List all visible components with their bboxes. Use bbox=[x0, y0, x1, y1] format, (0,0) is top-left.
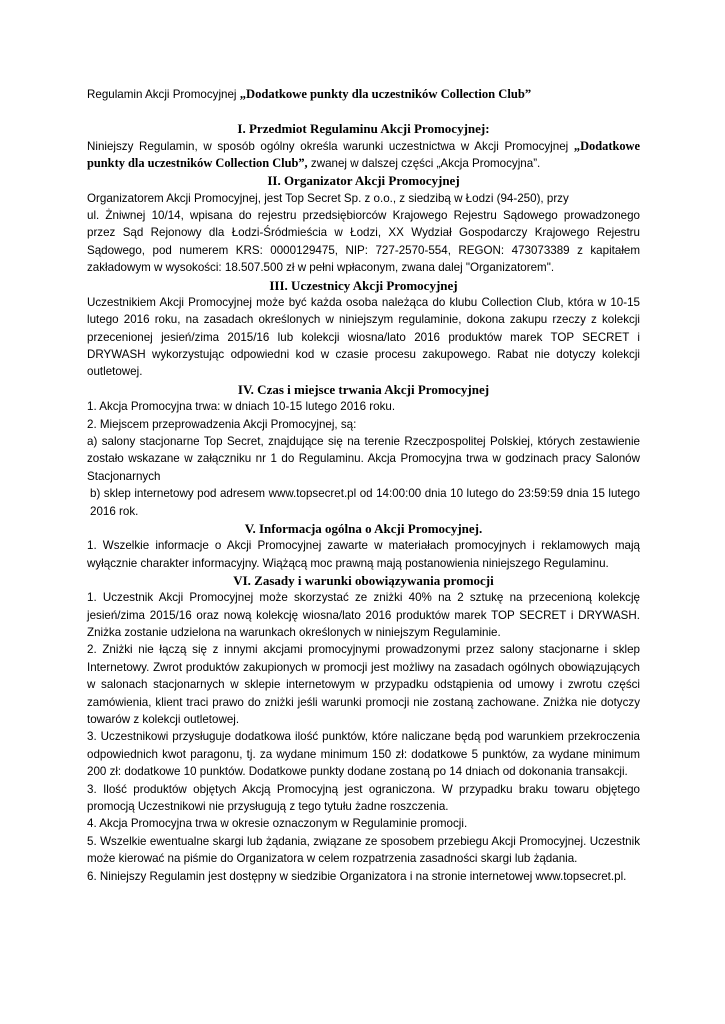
section-6-heading: VI. Zasady i warunki obowiązywania promocji bbox=[233, 572, 494, 588]
section-4-item-a: a) salony stacjonarne Top Secret, znajdujące się na terenie Rzeczpospolitej Polskiej, których zestawienie zostało wskazane w załączniku nr 1 do Regulaminu. Akcja Promocyjna trwa w godzinach pracy Salonów Stacjonarnych bbox=[87, 434, 640, 483]
section-4-item-1: 1. Akcja Promocyjna trwa: w dniach 10-15 lutego 2016 roku. bbox=[87, 400, 396, 414]
section-5-heading: V. Informacja ogólna o Akcji Promocyjnej. bbox=[244, 520, 483, 536]
section-4-item-2: 2. Miejscem przeprowadzenia Akcji Promocyjnej, są: bbox=[87, 417, 357, 431]
section-6-item-4: 4. Akcja Promocyjna trwa w okresie oznaczonym w Regulaminie promocji. bbox=[87, 817, 468, 831]
section-1-text-a: Niniejszy Regulamin, w sposób ogólny określa warunki uczestnictwa w Akcji Promocyjnej bbox=[87, 139, 569, 153]
section-1-heading: I. Przedmiot Regulaminu Akcji Promocyjnej: bbox=[237, 121, 490, 137]
section-2-paragraph-1: Organizatorem Akcji Promocyjnej, jest Top Secret Sp. z o.o., z siedzibą w Łodzi (94-250), przy bbox=[87, 191, 569, 205]
title-prefix: Regulamin Akcji Promocyjnej bbox=[87, 88, 237, 101]
section-5-item-1: 1. Wszelkie informacje o Akcji Promocyjnej zawarte w materiałach promocyjnych i reklamowych mają wyłącznie charakter informacyjny. Wiążącą moc prawną mają postanowienia niniejszego Regulaminu. bbox=[87, 539, 640, 570]
section-4-item-b: b) sklep internetowy pod adresem www.topsecret.pl od 14:00:00 dnia 10 lutego do 23:59:59 dnia 15 lutego 2016 rok. bbox=[90, 487, 640, 518]
section-1-promo-name: „Dodatkowe punkty dla uczestników Collection Club”, bbox=[87, 138, 640, 171]
document-title bbox=[87, 86, 640, 103]
section-6-item-6: 6. Niniejszy Regulamin jest dostępny w siedzibie Organizatora i na stronie internetowej www.topsecret.pl. bbox=[87, 869, 627, 883]
section-3-paragraph: Uczestnikiem Akcji Promocyjnej może być każda osoba należąca do klubu Collection Club, która w 10-15 lutego 2016 roku, na zasadach określonych w niniejszym regulaminie, dokona zakupu rzeczy z kolekcji przecenionej jesień/zima 2015/16 lub kolekcji wiosna/lato 2016 produktów marek TOP SECRET i DRYWASH wykorzystując odpowiedni kod w czasie procesu zakupowego. Rabat nie dotyczy kolekcji outletowej. bbox=[87, 295, 640, 379]
section-2-paragraph-2: ul. Żniwnej 10/14, wpisana do rejestru przedsiębiorców Krajowego Rejestru Sądowego prowadzonego przez Sąd Rejonowy dla Łodzi-Śródmieścia w Łodzi, XX Wydział Gospodarczy Krajowego Rejestru Sądowego, pod numerem KRS: 0000129475, NIP: 727-2570-554, REGON: 473073389 z kapitałem zakładowym w wysokości: 18.507.500 zł w pełni wpłaconym, zwana dalej "Organizatorem". bbox=[87, 209, 640, 275]
section-1-text-b: zwanej w dalszej części „Akcja Promocyjna”. bbox=[310, 157, 541, 171]
section-6-item-3: 3. Uczestnikowi przysługuje dodatkowa ilość punktów, które naliczane będą pod warunkiem przekroczenia odpowiednich kwot paragonu, tj. za wydane minimum 150 zł: dodatkowe 5 punktów, za wydane minimum 200 zł: dodatkowe 10 punktów. Dodatkowe punkty dodane zostaną po 14 dniach od dokonania transakcji. bbox=[87, 730, 640, 779]
section-6-item-5: 5. Wszelkie ewentualne skargi lub żądania, związane ze sposobem przebiegu Akcji Promocyjnej. Uczestnik może kierować na piśmie do Organizatora w celem rozpatrzenia zasadności skargi lub żądania. bbox=[87, 834, 640, 866]
section-6-item-1: 1. Uczestnik Akcji Promocyjnej może skorzystać ze zniżki 40% na 2 sztukę na przecenioną kolekcję jesień/zima 2015/16 oraz nową kolekcję wiosna/lato 2016 produktów marek TOP SECRET i DRYWASH. Zniżka zostanie udzielona na warunkach określonych w niniejszym Regulaminie. bbox=[87, 591, 640, 639]
section-1-paragraph bbox=[87, 138, 640, 173]
section-2-heading: II. Organizator Akcji Promocyjnej bbox=[267, 173, 460, 189]
title-promo-name: „Dodatkowe punkty dla uczestników Collection Club” bbox=[239, 87, 532, 101]
section-6-item-2: 2. Zniżki nie łączą się z innymi akcjami promocyjnymi prowadzonymi przez salony stacjonarne i sklep Internetowy. Zwrot produktów zakupionych w promocji jest możliwy na zasadach ogólnych obowiązujących w salonach stacjonarnych w sklepie internetowym w przypadku odstąpienia od umowy i zwrotu części zamówienia, klient traci prawo do zniżki jeśli warunki promocji nie zostaną zachowane. Zniżka nie dotyczy towarów z kolekcji outletowej. bbox=[87, 643, 640, 726]
section-6-item-3b: 3. Ilość produktów objętych Akcją Promocyjną jest ograniczona. W przypadku braku towaru objętego promocją Uczestnikowi nie przysługują z tego tytułu żadne roszczenia. bbox=[87, 782, 640, 814]
section-4-heading: IV. Czas i miejsce trwania Akcji Promocyjnej bbox=[237, 381, 490, 397]
section-3-heading: III. Uczestnicy Akcji Promocyjnej bbox=[269, 277, 458, 293]
document-page bbox=[87, 86, 640, 885]
